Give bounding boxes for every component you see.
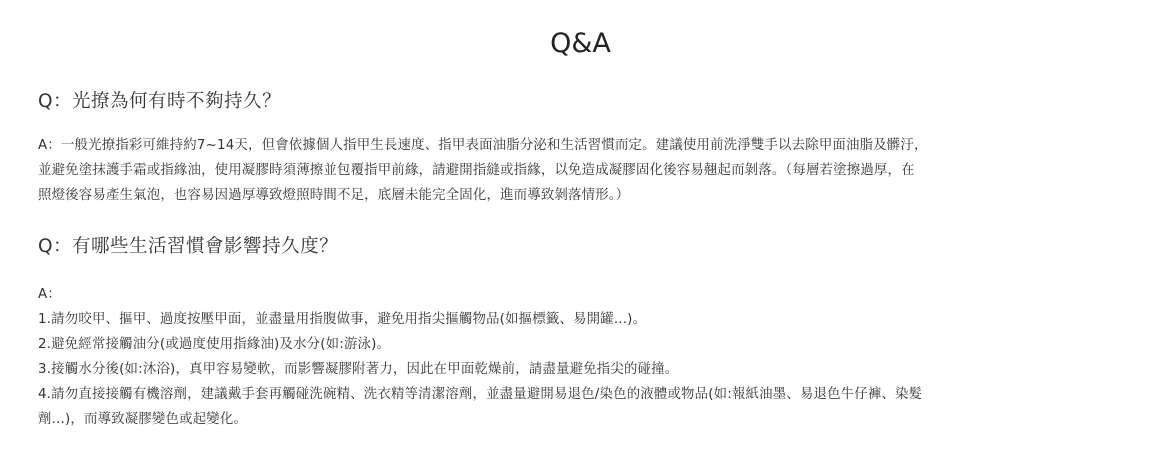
answer-2-line: A： — [38, 287, 61, 302]
answer-2 — [38, 282, 1138, 432]
answer-2-line: 4.請勿直接接觸有機溶劑，建議戴手套再觸碰洗碗精、洗衣精等清潔溶劑，並盡量避開易退色/染色的液體或物品(如:報紙油墨、易退色牛仔褲、染髮 — [38, 387, 923, 402]
question-2: Q：有哪些生活習慣會影響持久度？ — [38, 236, 339, 257]
answer-2-line: 2.避免經常接觸油分(或過度使用指緣油)及水分(如:游泳)。 — [38, 337, 391, 352]
page-title: Q&A — [550, 28, 611, 59]
answer-2-line: 劑...)，而導致凝膠變色或起變化。 — [38, 412, 248, 427]
answer-1-line: 照燈後容易產生氣泡，也容易因過厚導致燈照時間不足，底層未能完全固化，進而導致剝落情形。） — [38, 188, 630, 203]
answer-1 — [38, 133, 1138, 208]
answer-1-line: 並避免塗抹護手霜或指緣油，使用凝膠時須薄擦並包覆指甲前緣，請避開指縫或指緣，以免造成凝膠固化後容易翹起而剝落。（每層若塗擦過厚，在 — [38, 163, 915, 178]
question-1: Q：光撩為何有時不夠持久？ — [38, 91, 282, 112]
answer-2-line: 1.請勿咬甲、摳甲、過度按壓甲面，並盡量用指腹做事，避免用指尖摳觸物品(如摳標籤、易開罐...)。 — [38, 312, 647, 327]
answer-2-line: 3.接觸水分後(如:沐浴)，真甲容易變軟，而影響凝膠附著力，因此在甲面乾燥前，請盡量避免指尖的碰撞。 — [38, 362, 679, 377]
answer-1-line: A：一般光撩指彩可維持約7~14天，但會依據個人指甲生長速度、指甲表面油脂分泌和生活習慣而定。建議使用前洗淨雙手以去除甲面油脂及髒汙， — [38, 138, 928, 153]
